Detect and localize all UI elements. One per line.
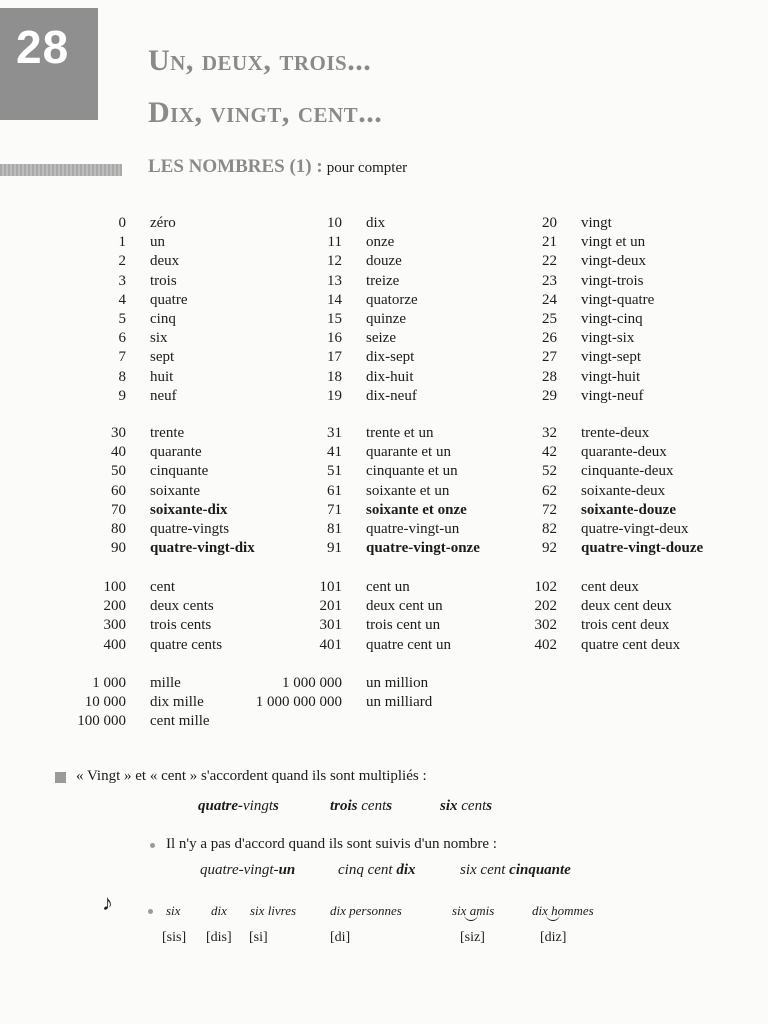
number-digit: 22 xyxy=(542,253,557,270)
number-word: cent mille xyxy=(150,713,210,730)
number-digit: 200 xyxy=(103,598,126,615)
number-word: neuf xyxy=(150,387,177,404)
number-word: cent xyxy=(150,579,175,595)
phonetic: [dis] xyxy=(206,930,232,945)
number-word: quatorze xyxy=(366,291,418,308)
number-row xyxy=(0,424,768,443)
number-word: seize xyxy=(366,330,396,347)
number-digit: 70 xyxy=(111,501,126,518)
number-digit: 7 xyxy=(118,349,126,366)
note-example: quatre-vingt-un xyxy=(200,862,296,878)
number-digit: 2 xyxy=(118,253,126,270)
number-digit: 11 xyxy=(327,234,342,251)
number-word: cent deux xyxy=(581,579,639,595)
chapter-number: 28 xyxy=(16,21,70,73)
number-row xyxy=(0,443,768,462)
number-row xyxy=(0,501,768,520)
number-row xyxy=(0,482,768,501)
number-row xyxy=(0,597,768,616)
number-row xyxy=(0,636,768,655)
number-digit: 71 xyxy=(327,501,342,518)
number-word: dix-huit xyxy=(366,368,414,385)
number-digit: 301 xyxy=(319,617,342,634)
number-digit: 302 xyxy=(534,617,557,634)
number-digit: 91 xyxy=(327,540,342,557)
number-word: trente xyxy=(150,425,185,441)
number-word: cinquante-deux xyxy=(581,463,674,480)
number-digit: 5 xyxy=(118,310,126,327)
number-digit: 25 xyxy=(542,310,557,327)
number-word: quinze xyxy=(366,310,406,327)
number-digit: 31 xyxy=(327,425,342,441)
number-digit: 29 xyxy=(542,387,557,404)
number-word: quatre-vingt-un xyxy=(366,520,460,537)
number-digit: 402 xyxy=(534,636,557,653)
number-digit: 202 xyxy=(534,598,557,615)
number-word: vingt-trois xyxy=(581,272,644,289)
number-row xyxy=(0,233,768,252)
number-digit: 10 000 xyxy=(84,694,126,711)
number-digit: 13 xyxy=(327,272,342,289)
pron-word: six amis xyxy=(452,903,495,918)
number-word: trois xyxy=(150,272,177,289)
number-word: soixante xyxy=(150,482,200,499)
number-group xyxy=(0,578,768,655)
number-digit: 61 xyxy=(327,482,342,499)
number-group xyxy=(0,214,768,406)
number-digit: 6 xyxy=(118,330,126,347)
phonetic: [di] xyxy=(330,930,351,945)
number-digit: 92 xyxy=(542,540,557,557)
number-word: douze xyxy=(366,253,402,270)
pron-word: six livres xyxy=(250,903,297,918)
liaison-mark xyxy=(464,914,478,921)
number-digit: 101 xyxy=(319,579,342,595)
number-word: trois cents xyxy=(150,617,212,634)
number-word: cinq xyxy=(150,310,176,327)
number-digit: 300 xyxy=(103,617,126,634)
number-row xyxy=(0,214,768,233)
number-digit: 15 xyxy=(327,310,342,327)
rule-bullet xyxy=(55,772,66,783)
number-word: deux xyxy=(150,253,180,270)
number-word: quatre cent deux xyxy=(581,636,681,653)
number-row xyxy=(0,712,768,731)
number-row xyxy=(0,348,768,367)
number-digit: 27 xyxy=(542,349,557,366)
rule-text: « Vingt » et « cent » s'accordent quand ils sont multipliés : xyxy=(76,768,427,784)
number-word: soixante-dix xyxy=(150,501,228,518)
pron-word: six xyxy=(166,903,181,918)
number-row xyxy=(0,387,768,406)
number-word: dix mille xyxy=(150,694,204,711)
number-word: treize xyxy=(366,272,400,289)
number-word: soixante-deux xyxy=(581,482,666,499)
number-row xyxy=(0,462,768,481)
number-word: vingt-deux xyxy=(581,253,646,270)
number-word: un xyxy=(150,234,165,251)
number-digit: 90 xyxy=(111,540,126,557)
pron-word: dix personnes xyxy=(330,903,402,918)
rule-example: trois cents xyxy=(330,798,393,814)
rule-examples xyxy=(0,798,768,818)
number-digit: 50 xyxy=(111,463,126,480)
subtitle-main: LES NOMBRES (1) : xyxy=(148,156,323,177)
note-example: six cent cinquante xyxy=(460,862,571,878)
number-word: dix-neuf xyxy=(366,387,417,404)
number-word: quatre cent un xyxy=(366,636,451,653)
number-word: vingt-quatre xyxy=(581,291,655,308)
number-digit: 1 xyxy=(118,234,126,251)
number-digit: 30 xyxy=(111,425,126,441)
number-row xyxy=(0,329,768,348)
number-digit: 42 xyxy=(542,444,557,461)
phonetic: [siz] xyxy=(460,930,485,945)
number-word: mille xyxy=(150,675,181,691)
number-word: onze xyxy=(366,234,395,251)
number-row xyxy=(0,291,768,310)
number-word: soixante et onze xyxy=(366,501,467,518)
number-word: quatre-vingts xyxy=(150,520,230,537)
note-examples xyxy=(0,862,768,882)
number-word: un million xyxy=(366,675,429,691)
number-digit: 100 xyxy=(103,579,126,595)
phonetic: [si] xyxy=(249,930,268,945)
number-word: quatre-vingt-dix xyxy=(150,540,255,557)
number-digit: 82 xyxy=(542,520,557,537)
number-word: vingt-sept xyxy=(581,349,641,366)
number-word: quarante-deux xyxy=(581,444,667,461)
rule-example: quatre-vingts xyxy=(198,798,279,814)
number-digit: 26 xyxy=(542,330,557,347)
number-digit: 14 xyxy=(327,291,342,308)
number-word: trente et un xyxy=(366,425,434,441)
number-word: quatre-vingt-deux xyxy=(581,520,689,537)
number-word: zéro xyxy=(150,215,176,231)
pron-bullet xyxy=(148,909,153,914)
number-word: vingt-cinq xyxy=(581,310,643,327)
page-title-line2: Dix, vingt, cent... xyxy=(148,96,383,129)
number-digit: 80 xyxy=(111,520,126,537)
number-digit: 18 xyxy=(327,368,342,385)
note-text: Il n'y a pas d'accord quand ils sont suivis d'un nombre : xyxy=(166,836,497,852)
number-digit: 60 xyxy=(111,482,126,499)
number-digit: 32 xyxy=(542,425,557,441)
rule-example: six cents xyxy=(440,798,493,814)
number-digit: 400 xyxy=(103,636,126,653)
number-word: quatre cents xyxy=(150,636,223,653)
number-word: cinquante xyxy=(150,463,209,480)
number-row xyxy=(0,578,768,597)
number-digit: 1 000 xyxy=(92,675,126,691)
number-digit: 40 xyxy=(111,444,126,461)
number-digit: 201 xyxy=(319,598,342,615)
subtitle xyxy=(148,156,407,178)
number-digit: 102 xyxy=(534,579,557,595)
number-word: trente-deux xyxy=(581,425,650,441)
number-row xyxy=(0,252,768,271)
number-digit: 28 xyxy=(542,368,557,385)
number-digit: 24 xyxy=(542,291,557,308)
number-word: vingt-neuf xyxy=(581,387,644,404)
number-digit: 1 000 000 xyxy=(282,675,342,691)
number-digit: 41 xyxy=(327,444,342,461)
note-example: cinq cent dix xyxy=(338,862,416,878)
number-digit: 100 000 xyxy=(77,713,126,730)
subtitle-bar xyxy=(0,164,122,176)
note-bullet xyxy=(150,843,155,848)
number-word: soixante et un xyxy=(366,482,450,499)
number-word: deux cents xyxy=(150,598,214,615)
pron-word: dix hommes xyxy=(532,903,594,918)
number-digit: 52 xyxy=(542,463,557,480)
number-row xyxy=(0,368,768,387)
number-row xyxy=(0,674,768,693)
number-word: un milliard xyxy=(366,694,433,711)
number-digit: 17 xyxy=(327,349,342,366)
number-word: cent un xyxy=(366,579,410,595)
number-digit: 16 xyxy=(327,330,342,347)
number-word: soixante-douze xyxy=(581,501,676,518)
number-word: six xyxy=(150,330,168,347)
number-digit: 8 xyxy=(118,368,126,385)
number-digit: 9 xyxy=(118,387,126,404)
number-digit: 23 xyxy=(542,272,557,289)
number-word: dix xyxy=(366,215,386,231)
number-digit: 1 000 000 000 xyxy=(255,694,342,711)
number-digit: 0 xyxy=(118,215,126,231)
number-word: quarante xyxy=(150,444,202,461)
number-word: huit xyxy=(150,368,174,385)
number-word: dix-sept xyxy=(366,349,415,366)
number-word: vingt xyxy=(581,215,612,231)
number-row xyxy=(0,272,768,291)
number-row xyxy=(0,520,768,539)
number-word: quatre xyxy=(150,291,188,308)
number-digit: 21 xyxy=(542,234,557,251)
number-digit: 19 xyxy=(327,387,342,404)
number-word: cinquante et un xyxy=(366,463,458,480)
number-digit: 51 xyxy=(327,463,342,480)
number-word: quatre-vingt-douze xyxy=(581,540,704,557)
number-digit: 20 xyxy=(542,215,557,231)
pron-word: dix xyxy=(211,903,227,918)
number-word: trois cent un xyxy=(366,617,441,634)
number-word: trois cent deux xyxy=(581,617,670,634)
number-word: quarante et un xyxy=(366,444,451,461)
number-digit: 72 xyxy=(542,501,557,518)
number-word: vingt et un xyxy=(581,234,646,251)
number-digit: 4 xyxy=(118,291,126,308)
number-row xyxy=(0,693,768,712)
number-digit: 10 xyxy=(327,215,342,231)
number-word: deux cent deux xyxy=(581,598,672,615)
number-digit: 62 xyxy=(542,482,557,499)
number-row xyxy=(0,310,768,329)
music-note-icon: ♪ xyxy=(102,890,113,915)
number-group xyxy=(0,674,768,732)
phonetic: [diz] xyxy=(540,930,567,945)
number-row xyxy=(0,616,768,635)
number-word: vingt-six xyxy=(581,330,635,347)
number-word: sept xyxy=(150,349,175,366)
number-group xyxy=(0,424,768,558)
number-digit: 401 xyxy=(319,636,342,653)
subtitle-note: pour compter xyxy=(326,160,408,176)
number-digit: 12 xyxy=(327,253,342,270)
number-digit: 81 xyxy=(327,520,342,537)
page-title-line1: Un, deux, trois... xyxy=(148,44,372,77)
number-word: quatre-vingt-onze xyxy=(366,540,480,557)
number-word: deux cent un xyxy=(366,598,443,615)
phonetic: [sis] xyxy=(162,930,187,945)
number-row xyxy=(0,539,768,558)
liaison-mark xyxy=(546,914,560,921)
number-digit: 3 xyxy=(118,272,126,289)
number-word: vingt-huit xyxy=(581,368,641,385)
